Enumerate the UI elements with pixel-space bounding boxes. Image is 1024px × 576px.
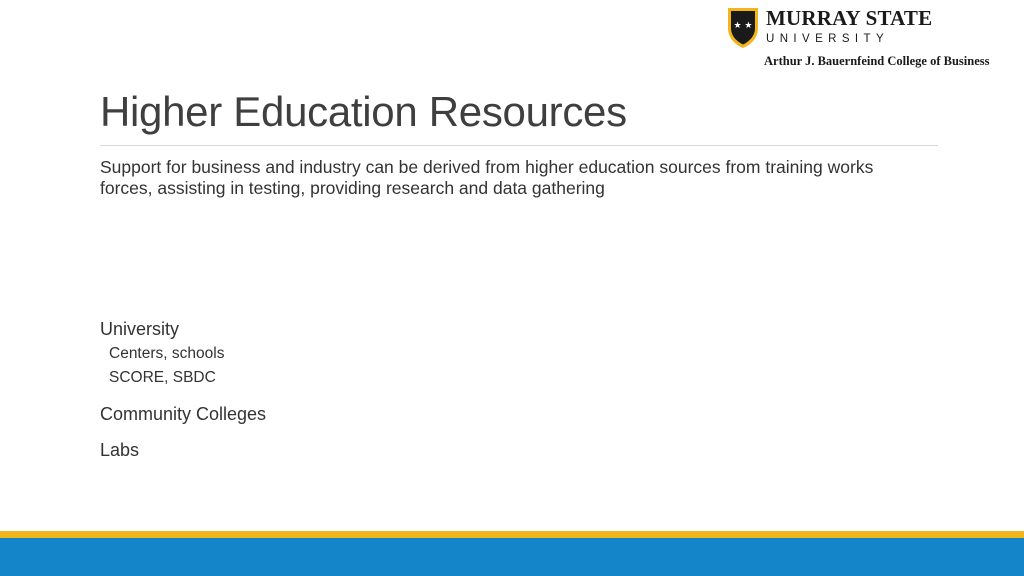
logo-name: MURRAY STATE <box>766 6 933 30</box>
footer-gold-bar <box>0 531 1024 538</box>
slide-title: Higher Education Resources <box>100 88 627 135</box>
title-divider <box>100 145 938 146</box>
list-subitem-score: SCORE, SBDC <box>109 369 216 386</box>
footer-blue-bar <box>0 538 1024 576</box>
list-subitem-centers: Centers, schools <box>109 345 225 362</box>
list-item-community-colleges: Community Colleges <box>100 404 267 424</box>
list-item-labs: Labs <box>100 440 140 460</box>
logo-university: UNIVERSITY <box>766 33 890 45</box>
list-item-university: University <box>100 319 180 339</box>
svg-text:★ ★: ★ ★ <box>733 21 753 31</box>
intro-paragraph: Support for business and industry can be derived from higher education sources from training works forces, assisting in testing, providing research and data gathering <box>100 157 874 198</box>
murray-state-logo <box>726 6 1016 72</box>
shield-icon <box>726 6 760 50</box>
logo-college: Arthur J. Bauernfeind College of Business <box>764 54 990 68</box>
